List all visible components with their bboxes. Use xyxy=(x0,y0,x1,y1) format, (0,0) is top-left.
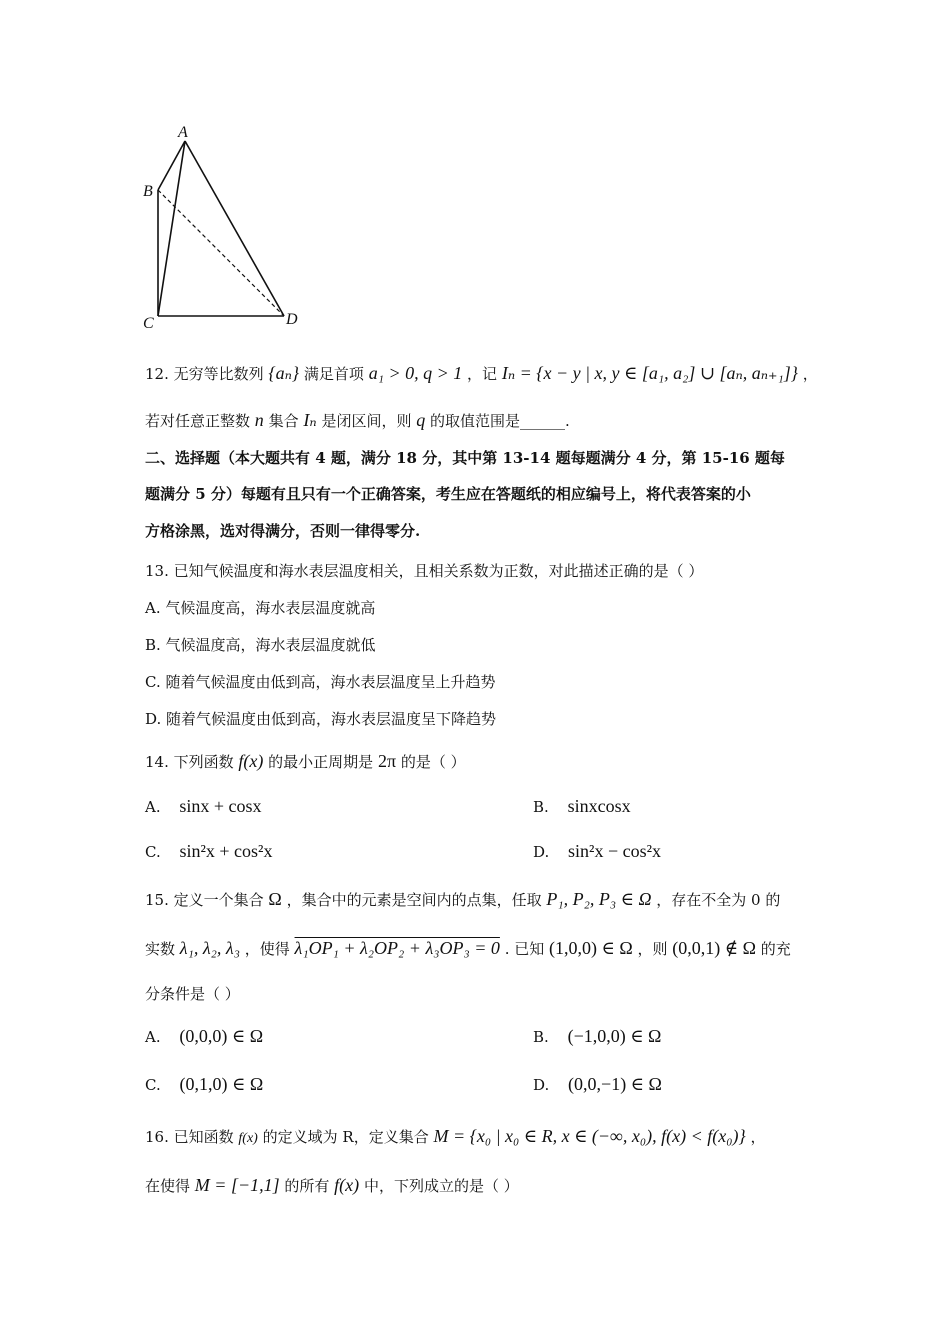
q14-stem xyxy=(145,750,466,773)
q16-fx-small: f(x) xyxy=(238,1131,258,1146)
option-label: D. xyxy=(533,843,550,861)
option-label: A. xyxy=(145,1028,161,1046)
vertex-label-C: C xyxy=(143,315,154,332)
option-label: C. xyxy=(145,1076,161,1094)
q15-text: 的充 xyxy=(760,940,791,958)
q16-text: 的定义域为 R，定义集合 xyxy=(262,1128,429,1146)
q12-sequence: {aₙ} xyxy=(268,363,300,383)
vertex-label-A: A xyxy=(178,124,188,141)
option-label: C. xyxy=(145,843,161,861)
q14-text: 的最小正周期是 xyxy=(268,753,374,771)
option-math: sin²x − cos²x xyxy=(568,841,661,861)
q15-omega: Ω xyxy=(268,889,282,909)
option-label: D. xyxy=(533,1076,550,1094)
q12-In: Iₙ xyxy=(303,410,317,430)
q15-text: ，集合中的元素是空间内的点集，任取 xyxy=(286,891,542,909)
edge-BD-hidden xyxy=(158,190,284,316)
q15-line-2 xyxy=(145,937,791,960)
q13-stem: 13. 已知气候温度和海水表层温度相关，且相关系数为正数，对此描述正确的是（ ） xyxy=(145,562,704,580)
q14-text: 14. 下列函数 xyxy=(145,753,234,771)
q14-period: 2π xyxy=(377,751,397,771)
q16-set-M: M = {x₀ | x₀ ∈ R, x ∈ (−∞, x₀), f(x) < f(x₀)} xyxy=(433,1126,746,1146)
q14-option-c xyxy=(145,840,272,863)
option-label: B. xyxy=(533,1028,549,1046)
q15-option-b xyxy=(533,1025,661,1048)
section2-line-2: 题满分 5 分）每题有且只有一个正确答案，考生应在答题纸的相应编号上，将代表答案的小 xyxy=(145,485,751,503)
q16-line-2 xyxy=(145,1174,519,1197)
q15-text: . 已知 xyxy=(504,940,545,958)
q15-line-1 xyxy=(145,888,780,911)
vertex-label-D: D xyxy=(286,311,298,328)
q13-option-d: D. 随着气候温度由低到高，海水表层温度呈下降趋势 xyxy=(145,710,497,728)
q16-fx: f(x) xyxy=(334,1175,360,1195)
q12-q: q xyxy=(416,410,426,430)
q12-n: n xyxy=(254,410,264,430)
q13-option-c: C. 随着气候温度由低到高，海水表层温度呈上升趋势 xyxy=(145,673,496,691)
q15-option-c xyxy=(145,1073,263,1096)
q12-line-2 xyxy=(145,409,570,432)
q12-line-1 xyxy=(145,362,818,385)
option-math: (0,0,0) ∈ Ω xyxy=(179,1026,264,1046)
q16-text: 中，下列成立的是（ ） xyxy=(363,1177,519,1195)
q14-option-d xyxy=(533,840,661,863)
q12-text: ， xyxy=(802,365,818,383)
q14-option-b xyxy=(533,795,631,818)
q16-text: 的所有 xyxy=(284,1177,330,1195)
q15-target: (0,0,1) ∉ Ω xyxy=(672,938,756,958)
q14-text: 的是（ ） xyxy=(400,753,466,771)
q12-text: 的取值范围是______. xyxy=(430,412,570,430)
option-math: (0,0,−1) ∈ Ω xyxy=(568,1074,662,1094)
q12-text: 集合 xyxy=(268,412,299,430)
option-math: sin²x + cos²x xyxy=(179,841,273,861)
q15-option-a xyxy=(145,1025,263,1048)
q16-M-equals: M = [−1,1] xyxy=(194,1175,280,1195)
q13-option-a: A. 气候温度高，海水表层温度就高 xyxy=(145,599,376,617)
edge-AC xyxy=(158,141,185,316)
option-math: sinxcosx xyxy=(567,796,631,816)
q15-text: ，使得 xyxy=(244,940,290,958)
q15-text: ，存在不全为 0 的 xyxy=(656,891,781,909)
q15-points: P₁, P₂, P₃ ∈ Ω xyxy=(546,889,652,909)
q12-text: 满足首项 xyxy=(303,365,364,383)
q16-text: 在使得 xyxy=(145,1177,191,1195)
q12-text: 若对任意正整数 xyxy=(145,412,251,430)
q16-text: ， xyxy=(750,1128,766,1146)
section2-line-1: 二、选择题（本大题共有 4 题，满分 18 分，其中第 13-14 题每题满分 4 分，第 15-16 题每 xyxy=(145,449,785,467)
tetrahedron-figure xyxy=(135,120,325,335)
option-label: A. xyxy=(145,798,161,816)
q15-option-d xyxy=(533,1073,662,1096)
q15-text: 实数 xyxy=(145,940,176,958)
q14-option-a xyxy=(145,795,262,818)
q16-text: 16. 已知函数 xyxy=(145,1128,234,1146)
q15-given: (1,0,0) ∈ Ω xyxy=(549,938,633,958)
q12-text: 12. 无穷等比数列 xyxy=(145,365,264,383)
q12-text: ，记 xyxy=(467,365,498,383)
edge-AD xyxy=(185,141,284,316)
section2-line-3: 方格涂黑，选对得满分，否则一律得零分. xyxy=(145,522,421,540)
q12-condition: a₁ > 0, q > 1 xyxy=(368,363,463,383)
q16-line-1 xyxy=(145,1125,765,1150)
option-math: (−1,0,0) ∈ Ω xyxy=(567,1026,662,1046)
q15-line-3: 分条件是（ ） xyxy=(145,985,240,1003)
q15-text: ，则 xyxy=(637,940,668,958)
q15-lambdas: λ₁, λ₂, λ₃ xyxy=(179,938,240,958)
vertex-label-B: B xyxy=(143,183,153,200)
q15-text: 15. 定义一个集合 xyxy=(145,891,264,909)
option-math: sinx + cosx xyxy=(179,796,262,816)
option-label: B. xyxy=(533,798,549,816)
q15-vector-equation: λ₁OP₁ + λ₂OP₂ + λ₃OP₃ = 0 xyxy=(294,938,500,958)
option-math: (0,1,0) ∈ Ω xyxy=(179,1074,264,1094)
q12-text: 是闭区间，则 xyxy=(321,412,412,430)
q12-set-definition: Iₙ = {x − y | x, y ∈ [a₁, a₂] ∪ [aₙ, aₙ₊₁]} xyxy=(501,363,799,383)
q13-option-b: B. 气候温度高，海水表层温度就低 xyxy=(145,636,376,654)
q14-fx: f(x) xyxy=(238,751,264,771)
